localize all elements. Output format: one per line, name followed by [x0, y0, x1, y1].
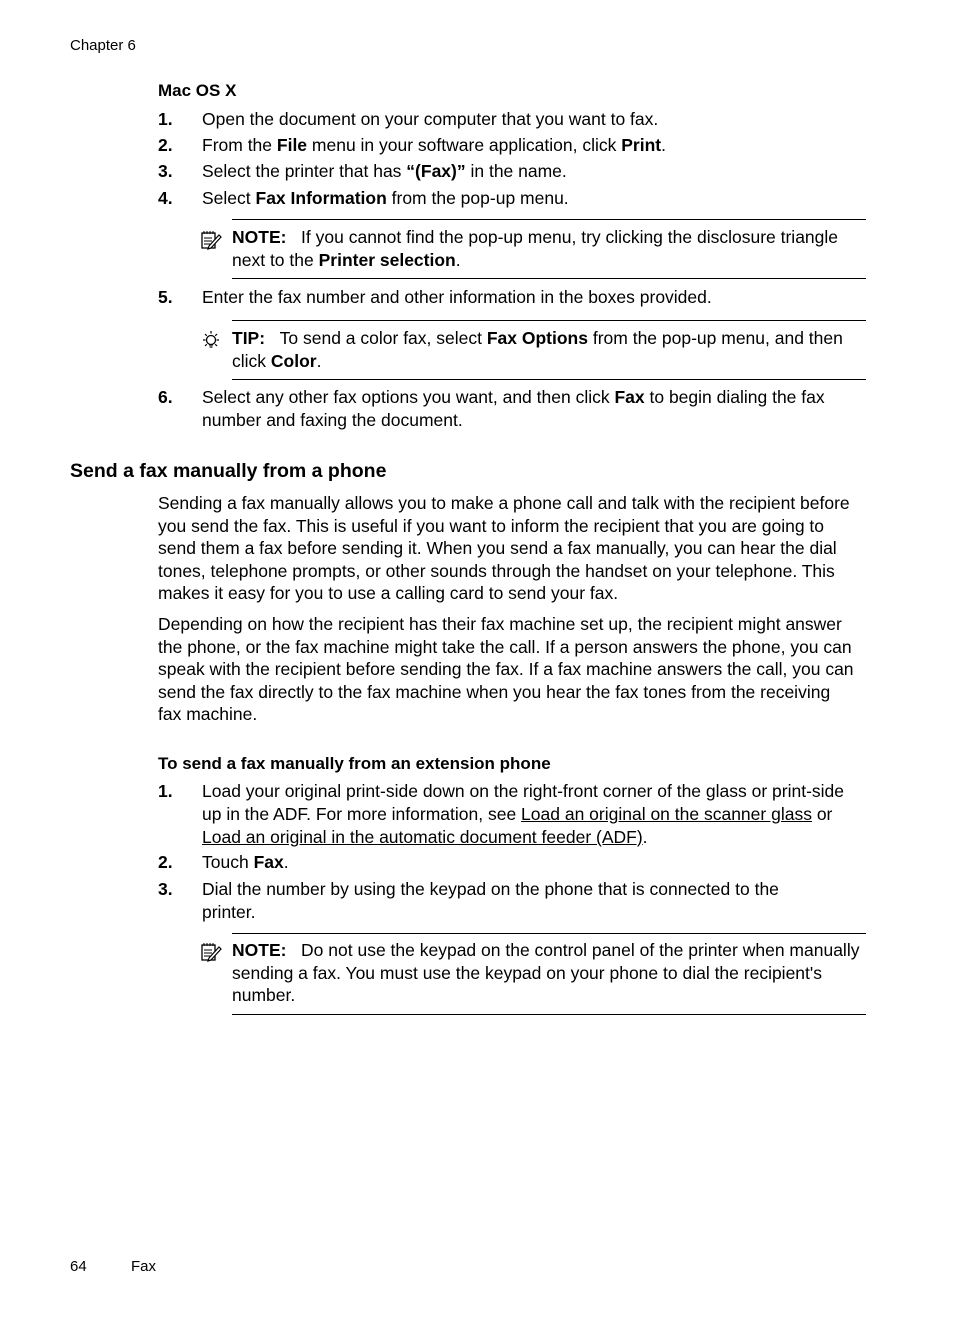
fax-information-label: Fax Information: [255, 188, 387, 208]
section-heading: Send a fax manually from a phone: [70, 460, 387, 482]
step-text: Dial the number by using the keypad on the phone that is connected to the printer.: [202, 879, 779, 922]
fax-label: Fax: [253, 852, 284, 872]
tip-label: TIP:: [232, 328, 266, 348]
step-text: Select the printer that has “(Fax)” in the name.: [202, 161, 567, 181]
color-label: Color: [270, 351, 317, 371]
note-icon: [200, 229, 222, 251]
file-menu-label: File: [276, 135, 308, 155]
footer-title: Fax: [131, 1258, 157, 1275]
note-callout-2: [232, 933, 866, 1015]
page-number: 64: [70, 1258, 87, 1275]
step-number: 3.: [158, 161, 173, 181]
printer-selection-label: Printer selection: [318, 250, 456, 270]
tip-text: TIP: To send a color fax, select Fax Options from the pop-up menu, and then click Color.: [232, 328, 843, 371]
step-number: 1.: [158, 109, 173, 129]
chapter-label: Chapter 6: [70, 37, 136, 54]
note-callout-1: [232, 219, 866, 279]
lightbulb-icon: [200, 330, 222, 352]
note-label: NOTE:: [232, 940, 287, 960]
step-number: 2.: [158, 852, 173, 872]
step-text: Enter the fax number and other information in the boxes provided.: [202, 287, 712, 307]
tip-callout: [232, 320, 866, 380]
paragraph-2: Depending on how the recipient has their fax machine set up, the recipient might answer the phone, or the fax machine might take the call. If a person answers the phone, you can speak with the recipient before sending the fax. If a fax machine answers the call, you can send the fax directly to the fax machine when you hear the fax tones from the receiving fax machine.: [158, 614, 854, 724]
scanner-glass-link[interactable]: Load an original on the scanner glass: [521, 804, 812, 824]
step-number: 3.: [158, 879, 173, 899]
step-number: 2.: [158, 135, 173, 155]
step-text: Select Fax Information from the pop-up menu.: [202, 188, 569, 208]
step-number: 1.: [158, 781, 173, 801]
step-number: 6.: [158, 387, 173, 407]
print-label: Print: [621, 135, 662, 155]
step-number: 5.: [158, 287, 173, 307]
note-text: NOTE: Do not use the keypad on the control panel of the printer when manually sending a fax. You must use the keypad on your phone to dial the recipient's number.: [232, 940, 860, 1005]
fax-label: Fax: [614, 387, 645, 407]
paragraph-1: Sending a fax manually allows you to make a phone call and talk with the recipient before you send the fax. This is useful if you want to inform the recipient that you are going to send them a fax before sending it. When you send a fax manually, you can hear the dial tones, telephone prompts, or other sounds through the handset on your telephone. This makes it easy for you to use a calling card to send your fax.: [158, 493, 850, 603]
fax-name-label: “(Fax)”: [406, 161, 466, 181]
extension-heading: To send a fax manually from an extension phone: [158, 754, 551, 773]
step-text: Open the document on your computer that you want to fax.: [202, 109, 659, 129]
step-text: Touch Fax.: [202, 852, 289, 872]
note-label: NOTE:: [232, 227, 287, 247]
step-text: Load your original print-side down on the right-front corner of the glass or print-side up in the ADF. For more information, see Load an original on the scanner glass or Load an original in the automatic document feeder (ADF).: [202, 781, 845, 847]
note-icon: [200, 941, 222, 963]
mac-heading: Mac OS X: [158, 81, 237, 100]
step-number: 4.: [158, 188, 173, 208]
note-text: NOTE: If you cannot find the pop-up menu, try clicking the disclosure triangle next to the Printer selection.: [232, 227, 839, 270]
step-text: From the File menu in your software application, click Print.: [202, 135, 666, 155]
fax-options-label: Fax Options: [486, 328, 588, 348]
adf-link[interactable]: Load an original in the automatic document feeder (ADF): [202, 827, 643, 847]
step-text: Select any other fax options you want, and then click Fax to begin dialing the fax number and faxing the document.: [202, 387, 825, 430]
